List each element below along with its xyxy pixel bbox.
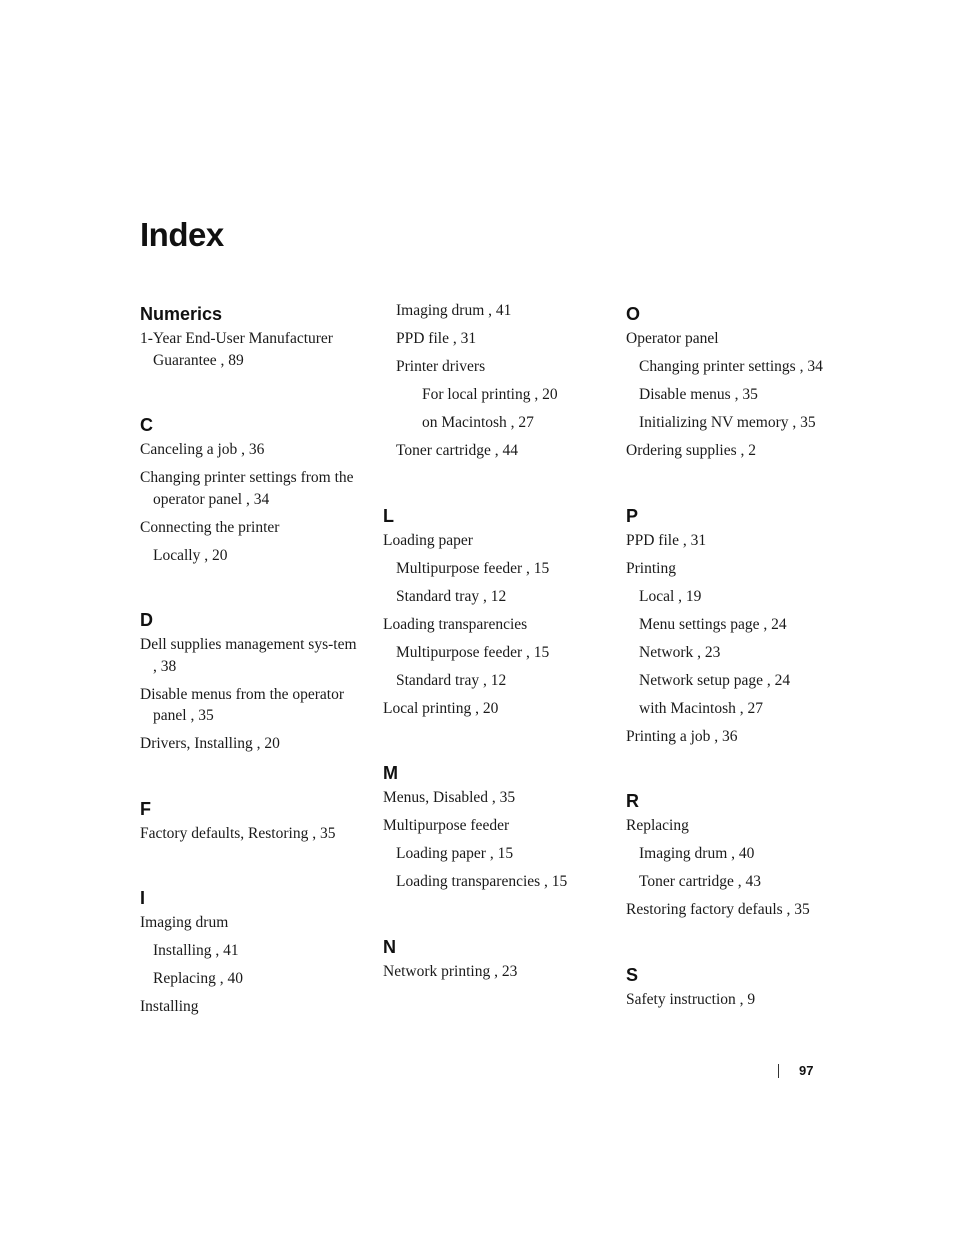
- index-entry: PPD file , 31: [626, 531, 707, 549]
- index-section: [626, 961, 848, 1011]
- section-heading: M: [383, 763, 398, 783]
- index-entry: Network , 23: [639, 643, 721, 661]
- index-entry: Replacing , 40: [153, 970, 243, 987]
- index-entry: 1-Year End-User Manufacturer Guarantee , 89: [140, 330, 333, 369]
- index-section: [140, 411, 362, 566]
- index-entry: Imaging drum , 40: [639, 845, 755, 862]
- section-heading: P: [626, 505, 639, 526]
- index-column-2: [383, 300, 605, 989]
- index-section: [383, 502, 605, 720]
- index-entry: with Macintosh , 27: [639, 699, 763, 717]
- index-entry: For local printing , 20: [422, 386, 558, 403]
- index-entry: Factory defaults, Restoring , 35: [140, 824, 336, 842]
- index-entry: on Macintosh , 27: [422, 414, 534, 431]
- index-section: [626, 300, 848, 462]
- index-entry: PPD file , 31: [396, 330, 477, 347]
- index-entry: Imaging drum , 41: [396, 302, 512, 319]
- index-entry: Locally , 20: [153, 546, 228, 564]
- index-entry: Network printing , 23: [383, 962, 518, 980]
- index-entry: Changing printer settings , 34: [639, 358, 823, 375]
- index-entry: Safety instruction , 9: [626, 990, 756, 1008]
- section-heading: Numerics: [140, 304, 223, 324]
- index-section: [383, 300, 605, 462]
- section-heading: F: [140, 798, 151, 819]
- index-entry: Printer drivers: [396, 358, 486, 375]
- index-entry: Imaging drum: [140, 914, 229, 931]
- page-number: 97: [799, 1063, 814, 1078]
- index-entry: Printing a job , 36: [626, 727, 738, 745]
- index-section: [140, 300, 362, 371]
- index-entry: Installing , 41: [153, 942, 239, 959]
- section-heading: D: [140, 610, 153, 630]
- index-entry: Restoring factory defauls , 35: [626, 901, 810, 918]
- index-entry: Changing printer settings from the operator panel , 34: [140, 469, 354, 508]
- index-entry: Multipurpose feeder , 15: [396, 559, 550, 577]
- index-entry: Menu settings page , 24: [639, 615, 787, 633]
- index-column-3: [626, 300, 848, 1017]
- page-footer: [778, 1062, 813, 1080]
- index-entry: Toner cartridge , 44: [396, 442, 519, 459]
- index-entry: Canceling a job , 36: [140, 441, 265, 458]
- index-entry: Disable menus , 35: [639, 386, 758, 403]
- index-entry: Multipurpose feeder , 15: [396, 643, 550, 661]
- section-heading: I: [140, 888, 146, 908]
- index-entry: Loading transparencies , 15: [396, 873, 568, 890]
- page-title: Index: [140, 216, 224, 253]
- index-entry: Installing: [140, 998, 199, 1015]
- index-entry: Loading paper: [383, 531, 473, 549]
- index-section: [626, 787, 848, 921]
- index-entry: Toner cartridge , 43: [639, 873, 762, 890]
- index-section: [383, 759, 605, 893]
- section-heading: N: [383, 936, 396, 957]
- index-entry: Operator panel: [626, 330, 719, 347]
- section-heading: R: [626, 791, 639, 811]
- index-entry: Local , 19: [639, 587, 702, 605]
- index-section: [626, 502, 848, 748]
- index-section: [140, 606, 362, 755]
- index-entry: Ordering supplies , 2: [626, 442, 757, 459]
- index-entry: Drivers, Installing , 20: [140, 735, 280, 752]
- index-entry: Standard tray , 12: [396, 587, 507, 605]
- index-entry: Local printing , 20: [383, 699, 499, 717]
- index-entry: Multipurpose feeder: [383, 817, 510, 834]
- index-entry: Network setup page , 24: [639, 671, 791, 689]
- section-heading: L: [383, 505, 394, 526]
- index-entry: Loading transparencies: [383, 615, 528, 633]
- index-section: [140, 884, 362, 1018]
- index-entry: Connecting the printer: [140, 518, 280, 536]
- index-entry: Printing: [626, 559, 676, 577]
- index-entry: Initializing NV memory , 35: [639, 414, 816, 431]
- section-heading: S: [626, 964, 639, 985]
- index-entry: Disable menus from the operator panel , 35: [140, 685, 345, 724]
- index-entry: Dell supplies management sys-tem , 38: [140, 636, 357, 675]
- index-entry: Loading paper , 15: [396, 845, 514, 862]
- section-heading: C: [140, 415, 153, 435]
- index-column-1: [140, 300, 362, 1024]
- index-entry: Menus, Disabled , 35: [383, 789, 516, 806]
- index-entry: Replacing: [626, 817, 689, 834]
- index-section: [383, 933, 605, 983]
- index-entry: Standard tray , 12: [396, 671, 507, 689]
- section-heading: O: [626, 304, 641, 324]
- footer-divider: [778, 1064, 779, 1078]
- index-section: [140, 795, 362, 845]
